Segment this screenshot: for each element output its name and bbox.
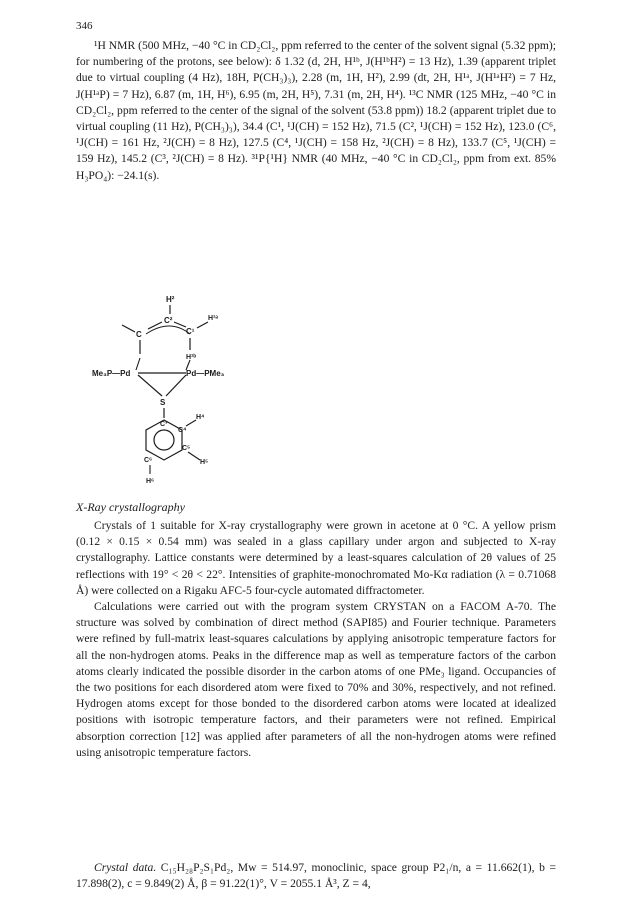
label-h6: H⁶	[146, 478, 155, 485]
crystal-data-text: C₁₅H₂₈P₂S₁Pd₂, Mw = 514.97, monoclinic, space group P2₁/n, a = 11.662(1), b = 17.898(2), c = 9.849(2) Å, β = 91.22(1)°, V = 2055.1 Å³, Z = 4,	[76, 861, 556, 891]
nmr-data-paragraph: ¹H NMR (500 MHz, −40 °C in CD₂Cl₂, ppm referred to the center of the solvent signal (5.32 ppm); for numbering of the protons, see below): δ 1.32 (d, 2H, H¹ᵇ, J(H¹ᵇH²) = 13 Hz), 1.39 (apparent triplet due to virtual coupling (4 Hz), 18H, P(CH₃)₃), 2.28 (m, 1H, H²), 2.99 (dt, 2H, H¹ᵃ, J(H¹ᵃH²) = 7 Hz, J(H¹ᵃP) = 7 Hz), 6.87 (m, 1H, H⁶), 6.95 (m, 2H, H⁵), 7.31 (m, 2H, H⁴). ¹³C NMR (125 MHz, −40 °C in CD₂Cl₂, ppm referred to the center of the signal of the solvent (53.8 ppm)) 18.2 (apparent triplet due to virtual coupling (11 Hz), P(CH₃)₃), 34.4 (C¹, ¹J(CH) = 152 Hz), 71.5 (C², ¹J(CH) = 152 Hz), 123.0 (C⁶, ¹J(CH) = 161 Hz, ²J(CH) = 8 Hz), 127.5 (C⁴, ¹J(CH) = 158 Hz, ²J(CH) = 8 Hz), 133.7 (C⁵, ¹J(CH) = 159 Hz), 145.2 (C³, ²J(CH) = 8 Hz). ³¹P{¹H} NMR (40 MHz, −40 °C in CD₂Cl₂, ppm from ext. 85% H₃PO₄): −24.1(s).	[76, 39, 556, 182]
label-s: S	[160, 398, 166, 407]
bond-pd-s-right	[166, 375, 186, 396]
label-h1b: H¹ᵇ	[186, 354, 197, 361]
section-heading-xray: X-Ray crystallography	[76, 500, 185, 514]
label-c3: C³	[160, 421, 168, 428]
label-c5: C⁵	[182, 445, 191, 452]
bond-c5-h5	[188, 452, 200, 460]
crystal-data-paragraph	[76, 860, 556, 892]
phenyl-aromatic-circle	[154, 430, 174, 450]
label-c1: C¹	[186, 327, 195, 336]
label-pd-pme3: Pd—PMe₃	[186, 369, 225, 378]
bond-cleft-substituent	[122, 325, 135, 332]
label-h1a: H¹ᵃ	[208, 315, 219, 322]
label-h4: H⁴	[196, 414, 205, 421]
label-c6: C⁶	[144, 457, 153, 464]
bond-c2-cleft	[148, 322, 162, 329]
label-c2: C²	[164, 316, 173, 325]
label-c4: C⁴	[178, 427, 187, 434]
label-me3p-pd: Me₃P—Pd	[92, 369, 131, 378]
label-h2: H²	[166, 295, 175, 304]
label-h5: H⁵	[200, 459, 209, 466]
bond-c4-h4	[186, 420, 196, 426]
calculation-paragraph: Calculations were carried out with the program system CRYSTAN on a FACOM A-70. The structure was solved by combination of direct method (SAPI85) and Fourier technique. Parameters were refined by full-matrix least-squares calculations by applying anisotropic temperature factors for all the non-hydrogen atoms. Peaks in the difference map as well as temperature factors of the carbon atoms clearly indicated the possible disorder in the carbon atoms of one PMe₃ ligand. Occupancies of the two positions for each disordered atom were fixed to 70% and 30%, respectively, and not refined. Hydrogen atoms except for those bonded to the disordered carbon atoms were located at idealized positions with isotropic temperature factors, and their parameters were not refined. Empirical absorption correction [12] was applied after parameters of all the non-hydrogen atoms were refined using anisotropic temperature factors.	[76, 600, 556, 759]
bond-c2-c1	[174, 322, 186, 327]
crystal-growth-paragraph: Crystals of 1 suitable for X-ray crystallography were grown in acetone at 0 °C. A yellow prism (0.12 × 0.15 × 0.54 mm) was sealed in a glass capillary under argon and subjected to X-ray crystallography. Lattice constants were determined by a least-squares calculation of 2θ values of 25 reflections with 19° < 2θ < 22°. Intensities of graphite-monochromated Mo-Kα radiation (λ = 0.71068 Å) were collected on a Rigaku AFC-5 four-cycle automated diffractometer.	[76, 519, 556, 597]
bond-c1-h1a	[197, 322, 208, 328]
crystal-data-lead: Crystal data.	[94, 861, 157, 874]
page-number: 346	[76, 20, 93, 32]
molecular-structure-diagram	[92, 292, 360, 492]
label-c-left: C	[136, 330, 142, 339]
bond-pd-s-left	[138, 375, 162, 396]
bond-pd-c-left	[136, 358, 140, 370]
